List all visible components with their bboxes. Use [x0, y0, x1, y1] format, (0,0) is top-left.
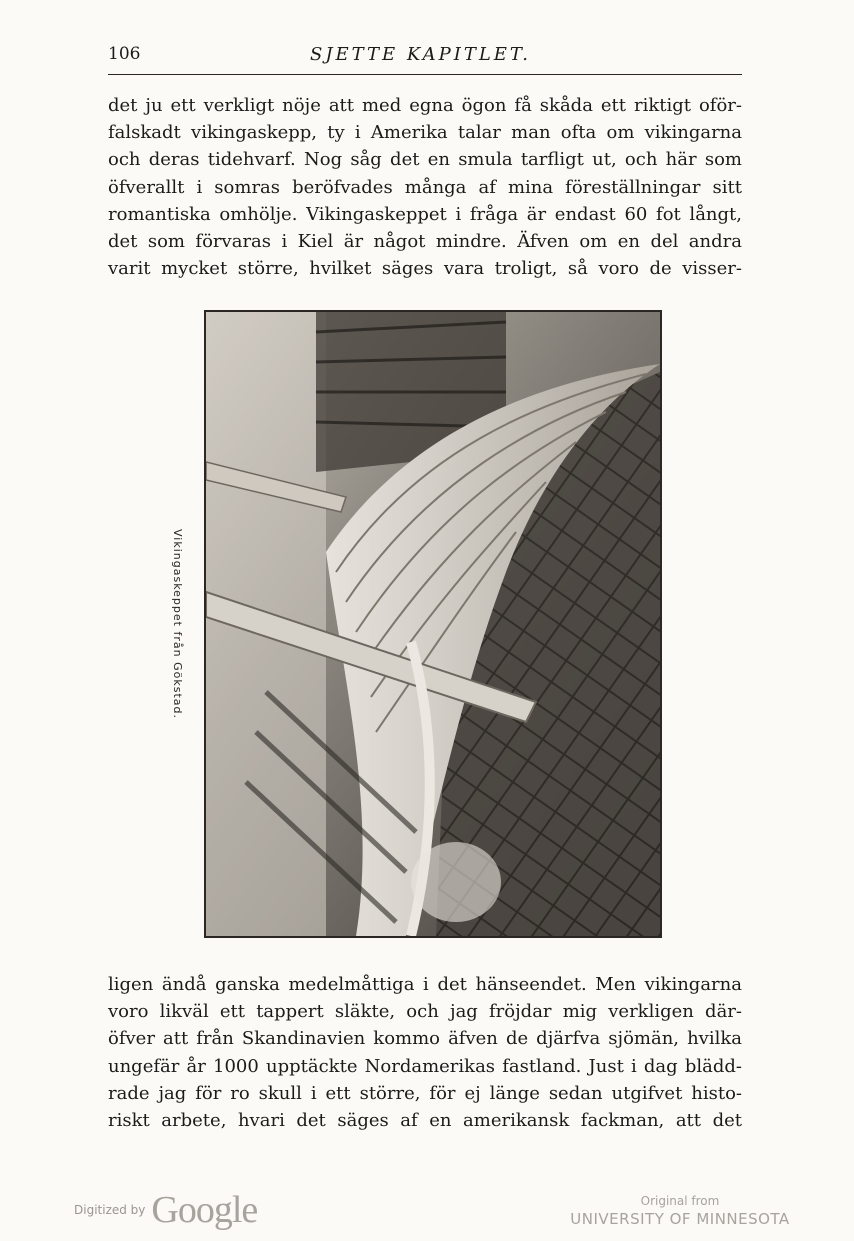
text-line: och deras tidehvarf. Nog såg det en smula tarfligt ut, och här som — [108, 149, 742, 171]
viking-ship-illustration — [206, 312, 660, 936]
paragraph-bottom — [108, 971, 742, 1134]
text-line: det ju ett verkligt nöje att med egna ögon få skåda ett riktigt oför- — [108, 95, 742, 116]
text-line: öfver att från Skandinavien kommo äfven de djärfva sjömän, hvilka — [108, 1028, 742, 1050]
text-line: öfverallt i somras beröfvades många af mina föreställningar sitt — [108, 176, 742, 198]
text-line: rade jag för ro skull i ett större, för ej länge sedan utgifvet histo- — [108, 1082, 742, 1104]
text-line: varit mycket större, hvilket säges vara troligt, så voro de visser- — [108, 258, 742, 280]
viking-ship-photograph — [204, 310, 662, 938]
text-line: ligen ändå ganska medelmåttiga i det hänseendet. Men vikingarna — [108, 974, 742, 995]
digitized-by-google — [74, 1188, 257, 1232]
text-line: det som förvaras i Kiel är något mindre. Äfven om en del andra — [108, 231, 742, 253]
running-head: SJETTE KAPITLET. — [310, 44, 532, 65]
text-line: ungefär år 1000 upptäckte Nordamerikas fastland. Just i dag blädd- — [108, 1055, 742, 1077]
text-line: voro likväl ett tappert släkte, och jag fröjdar mig verkligen där- — [108, 1001, 742, 1023]
university-name: UNIVERSITY OF MINNESOTA — [570, 1210, 790, 1228]
paragraph-top — [108, 92, 742, 282]
header-rule — [108, 74, 742, 75]
figure-caption-text: Vikingaskeppet från Gökstad. — [171, 529, 184, 719]
digitized-by-label: Digitized by — [74, 1203, 146, 1217]
page-number: 106 — [108, 44, 141, 64]
text-line: romantiska omhölje. Vikingaskeppet i fråga är endast 60 fot långt, — [108, 203, 742, 225]
original-from-label: Original from — [640, 1194, 720, 1208]
text-line: falskadt vikingaskepp, ty i Amerika talar man ofta om vikingarna — [108, 122, 742, 144]
google-logo: Google — [151, 1189, 258, 1231]
original-from-notice — [560, 1193, 800, 1229]
text-line: riskt arbete, hvari det säges af en amerikansk fackman, att det — [108, 1110, 742, 1132]
